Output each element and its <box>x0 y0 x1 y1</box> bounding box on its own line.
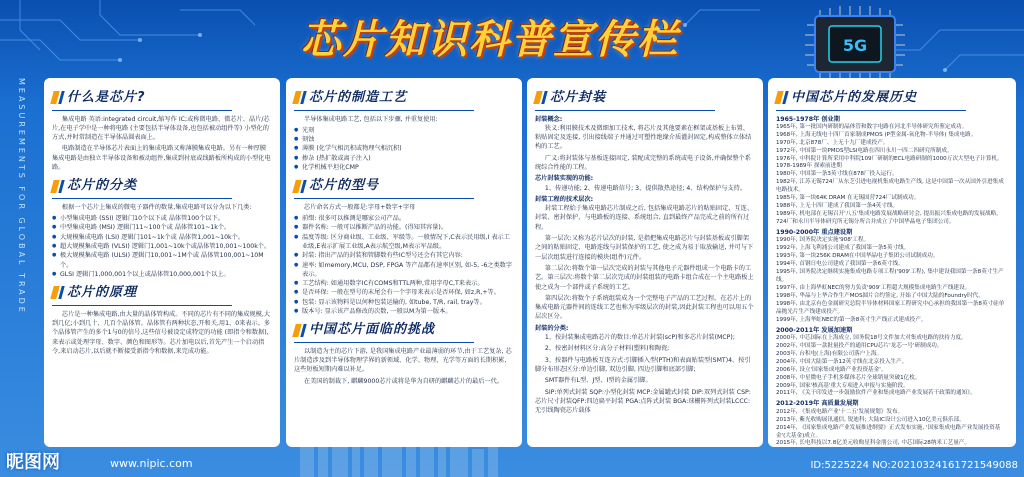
list-item: ● 器件名称: 一般可以推断产品的功能。(得知其容量)。 <box>294 223 514 232</box>
history-item: 1978-1989年 探索前进期 <box>776 163 842 170</box>
subheading: 封装的分类: <box>535 324 569 332</box>
list-item: ● 刻蚀 <box>294 135 514 144</box>
history-item: 1985年, 第一块64K DRAM 在无锡国营724厂试制成功。 <box>776 195 920 202</box>
paragraph: 广义:将封装体与基板连接固定, 装配成完整的系统或电子设备,并确保整个系统综合性能的工程。 <box>535 154 751 171</box>
header-accent-icon <box>58 91 64 104</box>
list-item: ● 化学机械平坦化CMP <box>294 163 514 172</box>
history-item: 1968年, 上海无线电十四厂首家制成PMOS (P型金属-氧化物-半导体) 集成电路。 <box>776 131 977 138</box>
history-item: 1972年, 中国第一块PMOS型LSI电路在四川永川一四二四研究所制成。 <box>776 147 953 154</box>
history-item: 2014年, 《国家集成电路产业发展推进纲要》正式发布实施, '国家集成电路产业发展投资基金'(大基金)成立。 <box>776 424 1001 439</box>
header-accent-icon <box>58 286 64 299</box>
list-item: ● 是否环保: 一般在型号的末尾会有一个字母来表示是否环保, 如z,R,+等。 <box>294 288 514 297</box>
history-item: 1998年, 华晶与上华合作生产MOS圆片合约签定, 开始了中国大陆的Foundry时代。 <box>776 292 984 299</box>
subheading: 芯片封装实现的功能: <box>535 175 594 183</box>
paragraph: 第二层次:将数个第一层次完成的封装与其他电子元器件组成一个电路卡的工艺。第三层次:将数个第二层次完成的封装组装的电路卡组合成在一个主电路板上使之成为一个部件或子系统的工艺。 <box>535 264 754 291</box>
history-timeline <box>776 115 1008 448</box>
list-item: ● 封装: 指出产品的封装和管脚数有些IC型号还会有其它内容: <box>294 251 514 260</box>
section-header <box>294 88 474 111</box>
list-item: ● GLSI 逻辑门1,000,001个以上或晶体管10,000,001个以上。 <box>52 270 272 279</box>
history-period-heading: 2000-2011年 发展加速期 <box>776 326 853 334</box>
paragraph: 集成电路 英语:integrated circuit,缩写作 IC;或称微电路、微芯片、晶片/芯片,在电子学中是一种将电路 (主要包括半导体设备,也包括被动组件等) 小型化的方式,并时常制造在半导体晶圆表面上。 <box>52 115 270 142</box>
list-item: ● 大规模集成电路 (LSI) 逻辑门101~1k个或 晶体管1,001~10k个。 <box>52 233 272 242</box>
history-item: 724厂和永川半导体研究所无锡分所合并成立了中国华晶电子集团公司。 <box>776 219 955 226</box>
history-item: 2011年, 《关于印发进一步鼓励软件产业和集成电路产业发展若干政策的通知》。 <box>776 390 976 397</box>
history-item: 1992年, 上海飞利浦公司建成了我国第一条5英寸线。 <box>776 245 910 252</box>
list-item: ● 超大规模集成电路 (VLSI) 逻辑门1,001~10k个或晶体管10,001~100k个。 <box>52 242 272 251</box>
process-list <box>294 126 514 172</box>
history-item: 1989年, 机电部在无锡召开'八五'集成电路发展战略研讨会, 提出振兴集成电路的发展战略。 <box>776 211 1002 218</box>
section-header <box>776 88 966 111</box>
history-item: 1997年, 由上海华虹NEC的努力负责'909'工程超大规模集成电路生产线建设。 <box>776 284 971 291</box>
history-item: 2006年, 设立'国家集成电路产业投资基金'。 <box>776 366 887 373</box>
list-item: ● 薄膜 (化学气相沉积或物理气相沉积) <box>294 144 514 153</box>
history-item: 2012年, 《集成电路产业'十二五'发展规划》发布。 <box>776 408 904 415</box>
paragraph: 根据一个芯片上集成的微电子器件的数量,集成电路可以分为以下几类: <box>61 203 252 211</box>
paragraph: 在美国的制裁下, 麒麟9000芯片或将是华为自研的麒麟芯片的最后一代。 <box>303 377 504 385</box>
paragraph: 第一层次:又称为芯片层次的封装, 是指把集成电路芯片与封装基板或引脚架之间的粘贴固定、电路连线与封装保护的工艺, 使之成为易于取放输送, 并可与下一层次组装进行连接的模块(组件)元件。 <box>535 235 754 261</box>
panel-manufacturing <box>286 78 522 447</box>
history-period-heading: 1990-2000年 重点建设期 <box>776 228 853 236</box>
history-item: 1995年, 国务院决定继续实施集成电路专项工程('909'工程), 集中建设我国第一条8英寸生产线。 <box>776 269 1004 283</box>
list-item: ● 光刻 <box>294 126 514 135</box>
watermark-url: www.nipic.com <box>110 457 193 470</box>
history-item: 2013年, 紫光收购展讯通信, 锐迪科; 大陆IC设计公司进入10亿美元俱乐部。 <box>776 416 965 423</box>
section-title: 中国芯片面临的挑战 <box>309 322 436 338</box>
classification-list <box>52 214 272 279</box>
list-item: ● 速率: 如memory,MCU, DSP, FPGA 等产品都有速率区别, 如-5, -6之类数字表示。 <box>294 261 514 280</box>
paragraph: 3、按器件与电路板互连方式:引脚插入型(PTH)和表面贴装型(SMT)4、按引脚分布形态区分:单边引脚, 双边引脚, 四边引脚和底部引脚; <box>535 356 751 373</box>
subheading: 封装概念: <box>535 115 563 123</box>
list-item: ● 温度等级: 区分商业级、工业级、军级等。一般情况下,C表示民用级,I 表示工业级,E表示扩展工业级,A表示航空级,M表示军品级。 <box>294 233 514 252</box>
history-item: 2008年, 中星微电子手机多媒体芯片全球销量突破1亿枚。 <box>776 374 921 381</box>
history-item: 1999年, 上海华虹NEC的第一条8英寸生产线正式建成投产。 <box>776 316 927 323</box>
section-header <box>52 88 232 111</box>
list-item: ● 小型集成电路 (SSI) 逻辑门10个以下或 晶体管100个以下。 <box>52 214 272 223</box>
section-title: 芯片的分类 <box>67 178 138 194</box>
history-period-heading: 1965-1978年 创业期 <box>776 115 840 123</box>
panel-packaging <box>527 78 763 447</box>
section-title: 什么是芯片? <box>67 90 146 105</box>
side-caption: MEASUREMENTS FOR GLOBAL TRADE <box>17 78 26 315</box>
paragraph: 半导体集成电路工艺, 包括以下步骤, 并重复使用: <box>303 115 438 123</box>
list-item: ● 工艺结构: 如通用数字IC有COMS和TTL两种,常用字母C,T来表示。 <box>294 279 514 288</box>
section-header <box>294 320 474 343</box>
history-item: 1965年, 第一批国内研制的晶体管和数字电路在河北半导体研究所鉴定成功。 <box>776 123 968 130</box>
title-banner <box>255 8 725 64</box>
paragraph: 以制造为主的芯片下游, 是我国集成电路产业最薄弱的环节,由于工艺复杂, 芯片制造涉及到半导体物理学界的新领域、化学、物理、光学等方面的长期积累, 这些短板短期内难以补足。 <box>294 347 512 374</box>
subheading: 封装工程的技术层次: <box>535 195 594 203</box>
section-title: 中国芯片的发展历史 <box>791 90 918 105</box>
list-item: ● 包装: 显示该物料是以何种包装运输的, 如tube, T/R, rail, tray等。 <box>294 298 514 307</box>
history-item: 1980年, 中国第一条3英寸线在878厂投入运行。 <box>776 171 898 178</box>
header-accent-icon <box>300 91 306 104</box>
watermark-id: ID:5225224 NO:20210324161721549088 <box>810 460 1018 471</box>
history-item: 1982年, 江苏无锡724厂从东芝引进电视机集成电路生产线, 这是中国第一次从国外引进集成电路技术。 <box>776 179 1004 194</box>
list-item: ● 中型集成电路 (MSI) 逻辑门11~100个或 晶体管101~1k个。 <box>52 223 272 232</box>
history-item: 1988年, 上无十四厂建成了我国第一条4英寸线。 <box>776 203 899 210</box>
list-item: ● 版本号: 显示该产品修改的次数, 一般以M为第一版本。 <box>294 307 514 316</box>
paragraph: SMT器件有L型、J型、I型的金属引脚。 <box>544 377 652 385</box>
paragraph: SIP:单列式封装 SQP:小型化封装 MCP:金属罐式封装 DIP:双列式封装 CSP:芯片尺寸封装QFP:四边扁平封装 PGA:点阵式封装 BGA:球栅阵列式封装LCCC:无引线陶瓷芯片载体 <box>535 388 751 415</box>
history-item: 1970年, 北京878厂、上无十九厂建成投产。 <box>776 139 889 146</box>
chip-label: 5G <box>842 36 868 55</box>
list-item: ● 前缀: 很多可以推测是哪家公司产品。 <box>294 214 514 223</box>
history-item: 2003年, 台积电(上海)有限公司落户上海。 <box>776 350 883 357</box>
paragraph: 2、按密封材料区分:高分子材料(塑料)和陶瓷; <box>544 345 670 353</box>
panel-what-is-chip <box>44 78 280 447</box>
section-header <box>535 88 715 111</box>
chip-icon <box>795 0 915 88</box>
history-item: 1993年, 第一块256K DRAM在中国华晶电子集团公司试制成功。 <box>776 253 939 260</box>
paragraph: 芯片命名方式一般都是:字母+数字+字母 <box>303 203 416 211</box>
paragraph: 1、传递功能; 2、传递电路信号; 3、提供散热途径; 4、结构保护与支持。 <box>544 184 747 192</box>
history-item: 2004年, 中国大陆第一条12英寸线在北京投入生产。 <box>776 358 908 365</box>
history-item: 2009年, 国家'核高基'重大专项进入申报与实施阶段。 <box>776 382 909 389</box>
header-accent-icon <box>541 91 547 104</box>
history-item: 2002年, 中国第一款批量投产的通用CPU芯片'龙芯一号'研制成功。 <box>776 342 943 349</box>
history-item: 2015年, 长电科技以7.8亿美元收购星科金朋公司, 中芯国际28纳米工艺量产。 <box>776 440 970 447</box>
list-item: ● 极大规模集成电路 (ULSI) 逻辑门10,001~1M个或 晶体管100,001~10M个。 <box>52 251 272 270</box>
model-list <box>294 214 514 316</box>
paragraph: 狭义:利用膜技术及微细加工技术, 将芯片及其他要素在框架或基板上布置、粘贴固定及连接, 引出接线端子并通过可塑性绝缘介质灌封固定,构成整体立体结构的工艺。 <box>535 124 752 151</box>
history-item: 1976年, 中科院计算所采用中科院109厂研制的ECL电路研制的1000万次大型电子计算机。 <box>776 155 1003 162</box>
paragraph: 电路制造在半导体芯片表面上的集成电路又称薄膜集成电路。另有一种厚膜集成电路是由独立半导体设备和被动组件,集成到衬底或线路板所构成的小型化电路。 <box>52 145 271 171</box>
section-title: 芯片封装 <box>550 90 607 105</box>
history-item: 2000年, 中芯国际在上海成立, 国务院18号文件加大对集成电路的扶持力度。 <box>776 334 967 341</box>
paragraph: 封装工程始于集成电路芯片制成之后, 包括集成电路芯片的粘贴固定、互连、封装、密封保护、与电路板的连接、系统组合, 直到最终产品完成之前的所有过程。 <box>535 205 754 231</box>
paragraph: 第四层次:将数个子系统组装成为一个完整电子产品的工艺过程。在芯片上的集成电路元器件间的连线工艺也称为零级层次的封装,因此封装工程也可以用五个层次区分。 <box>535 294 754 321</box>
section-title: 芯片的原理 <box>67 285 138 301</box>
page-title: 芯片知识科普宣传栏 <box>301 16 679 63</box>
paragraph: 1、按封装集成电路芯片的数目:单芯片封装(scP)和多芯片封装(MCP); <box>544 334 735 342</box>
paragraph: 芯片是一种集成电路,由大量的晶体管构成。不同的芯片有不同的集成规模,大到几亿;小到几十、几百个晶体管。晶体管有两种状态,开和关,用1、0来表示。多个晶体管产生的多个1与0的信号,这些信号被设定成特定的功能 (即指令和数据),来表示或处理字母、数字、颜色和图形等。芯片加电以后,首先产生一个启动指令,来启动芯片,以后就不断接受新指令和数据,来完成功能。 <box>52 310 271 355</box>
watermark-logo: 昵图网 <box>6 452 60 473</box>
section-title: 芯片的制造工艺 <box>309 90 408 105</box>
history-item: 1990年, 国务院决定实施'908'工程。 <box>776 237 870 244</box>
history-item: 1998年, 由北京有色金属研究总院半导体材料国家工程研究中心承担的我国第一条8英寸硅单晶抛光片生产线建成投产。 <box>776 300 1005 315</box>
history-item: 1994年, 首钢日电公司建成了我国第一条6英寸线。 <box>776 261 904 268</box>
list-item: ● 掺杂 (热扩散或离子注入) <box>294 154 514 163</box>
panel-history <box>768 78 1016 447</box>
section-header <box>52 283 232 306</box>
section-title: 芯片的型号 <box>309 178 380 194</box>
section-header <box>52 176 232 199</box>
history-period-heading: 2012-2019年 高质量发展期 <box>776 400 859 408</box>
section-header <box>294 176 474 199</box>
header-accent-icon <box>782 91 788 104</box>
